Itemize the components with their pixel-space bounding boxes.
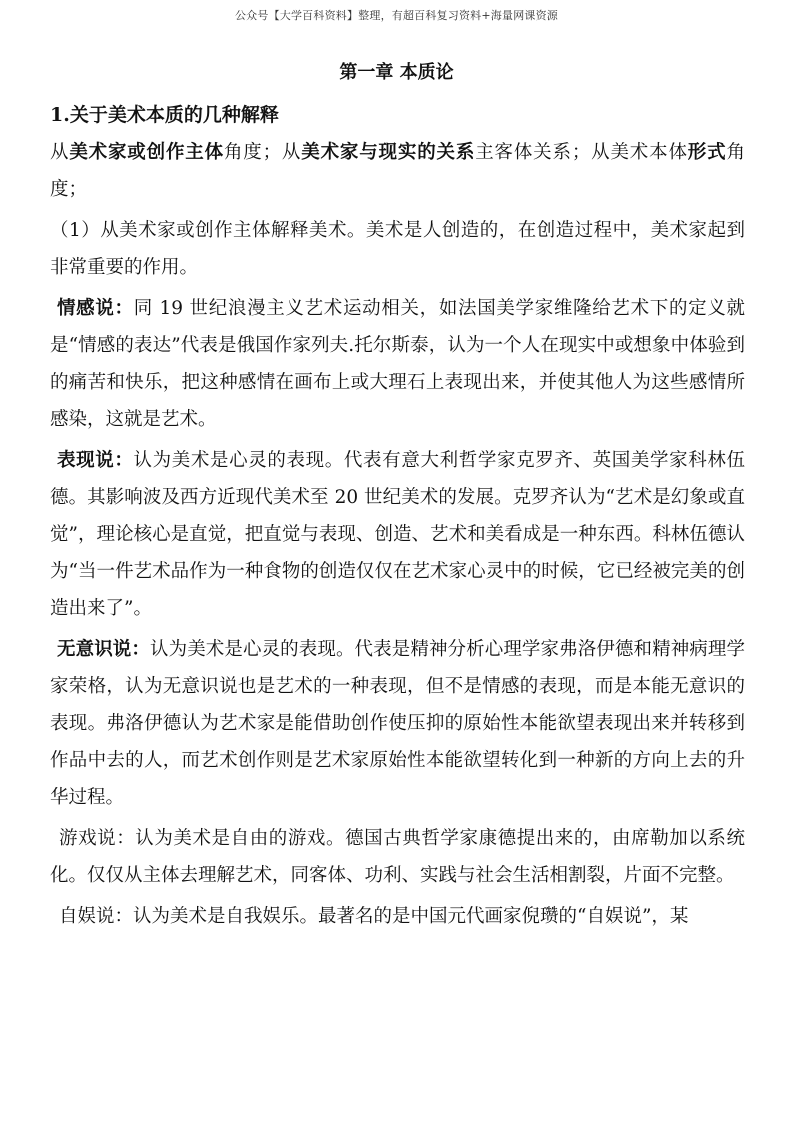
theory-paragraph-unconscious [50,631,745,816]
theory-text: 认为美术是心灵的表现。代表有意大利哲学家克罗齐、英国美学家科林伍德。其影响波及西方近现代美术至 20 世纪美术的发展。克罗齐认为“艺术是幻象或直觉”，理论核心是直觉，把直觉与表现、创造、艺术和美看成是一种东西。科林伍德认为“当一件艺术品作为一种食物的创造仅仅在艺术家心灵中的时候，它已经被完美的创造出来了”。 [50,450,745,619]
intro-text: 主客体关系；从美术本体 [475,142,688,163]
theory-colon: ： [114,450,134,471]
theory-term: 无意识说 [57,639,132,660]
theory-paragraph-expression [50,442,745,627]
intro-paragraph [50,134,745,208]
point-1-paragraph: （1）从美术家或创作主体解释美术。美术是人创造的，在创造过程中，美术家起到非常重要的作用。 [50,220,745,278]
page-header-note: 公众号【大学百科资料】整理，有超百科复习资料+海量网课资源 [234,9,558,22]
intro-bold-term: 形式 [687,142,727,163]
chapter-title: 第一章 本质论 [339,62,454,83]
theory-term: 表现说 [57,450,115,471]
theory-paragraph-game: 游戏说：认为美术是自由的游戏。德国古典哲学家康德提出来的，由席勒加以系统化。仅仅从主体去理解艺术，同客体、功利、实践与社会生活相割裂，片面不完整。 [50,828,745,886]
document-body [50,134,745,939]
theory-text: 认为美术是心灵的表现。代表是精神分析心理学家弗洛伊德和精神病理学家荣格，认为无意识说也是艺术的一种表现，但不是情感的表现，而是本能无意识的表现。弗洛伊德认为艺术家是能借助创作使压抑的原始性本能欲望表现出来并转移到作品中去的人，而艺术创作则是艺术家原始性本能欲望转化到一种新的方向上去的升华过程。 [50,639,745,808]
section-title: 1.关于美术本质的几种解释 [50,104,279,126]
intro-text: 角度；从 [223,142,302,163]
theory-paragraph-emotion [50,290,745,438]
theory-colon: ： [131,639,150,660]
theory-colon: ： [114,298,134,319]
theory-text: 同 19 世纪浪漫主义艺术运动相关，如法国美学家维隆给艺术下的定义就是“情感的表达”代表是俄国作家列夫.托尔斯泰，认为一个人在现实中或想象中体验到的痛苦和快乐，把这种感情在画布上或大理石上表现出来，并使其他人为这些感情所感染，这就是艺术。 [50,298,745,430]
intro-text: 角度； [50,142,745,200]
intro-bold-term: 美术家与现实的关系 [301,142,476,163]
intro-bold-term: 美术家或创作主体 [69,142,224,163]
theory-term: 情感说 [57,298,115,319]
theory-paragraph-self-amusement: 自娱说：认为美术是自我娱乐。最著名的是中国元代画家倪瓒的“自娱说”，某 [59,906,689,927]
intro-text: 从 [50,142,70,163]
